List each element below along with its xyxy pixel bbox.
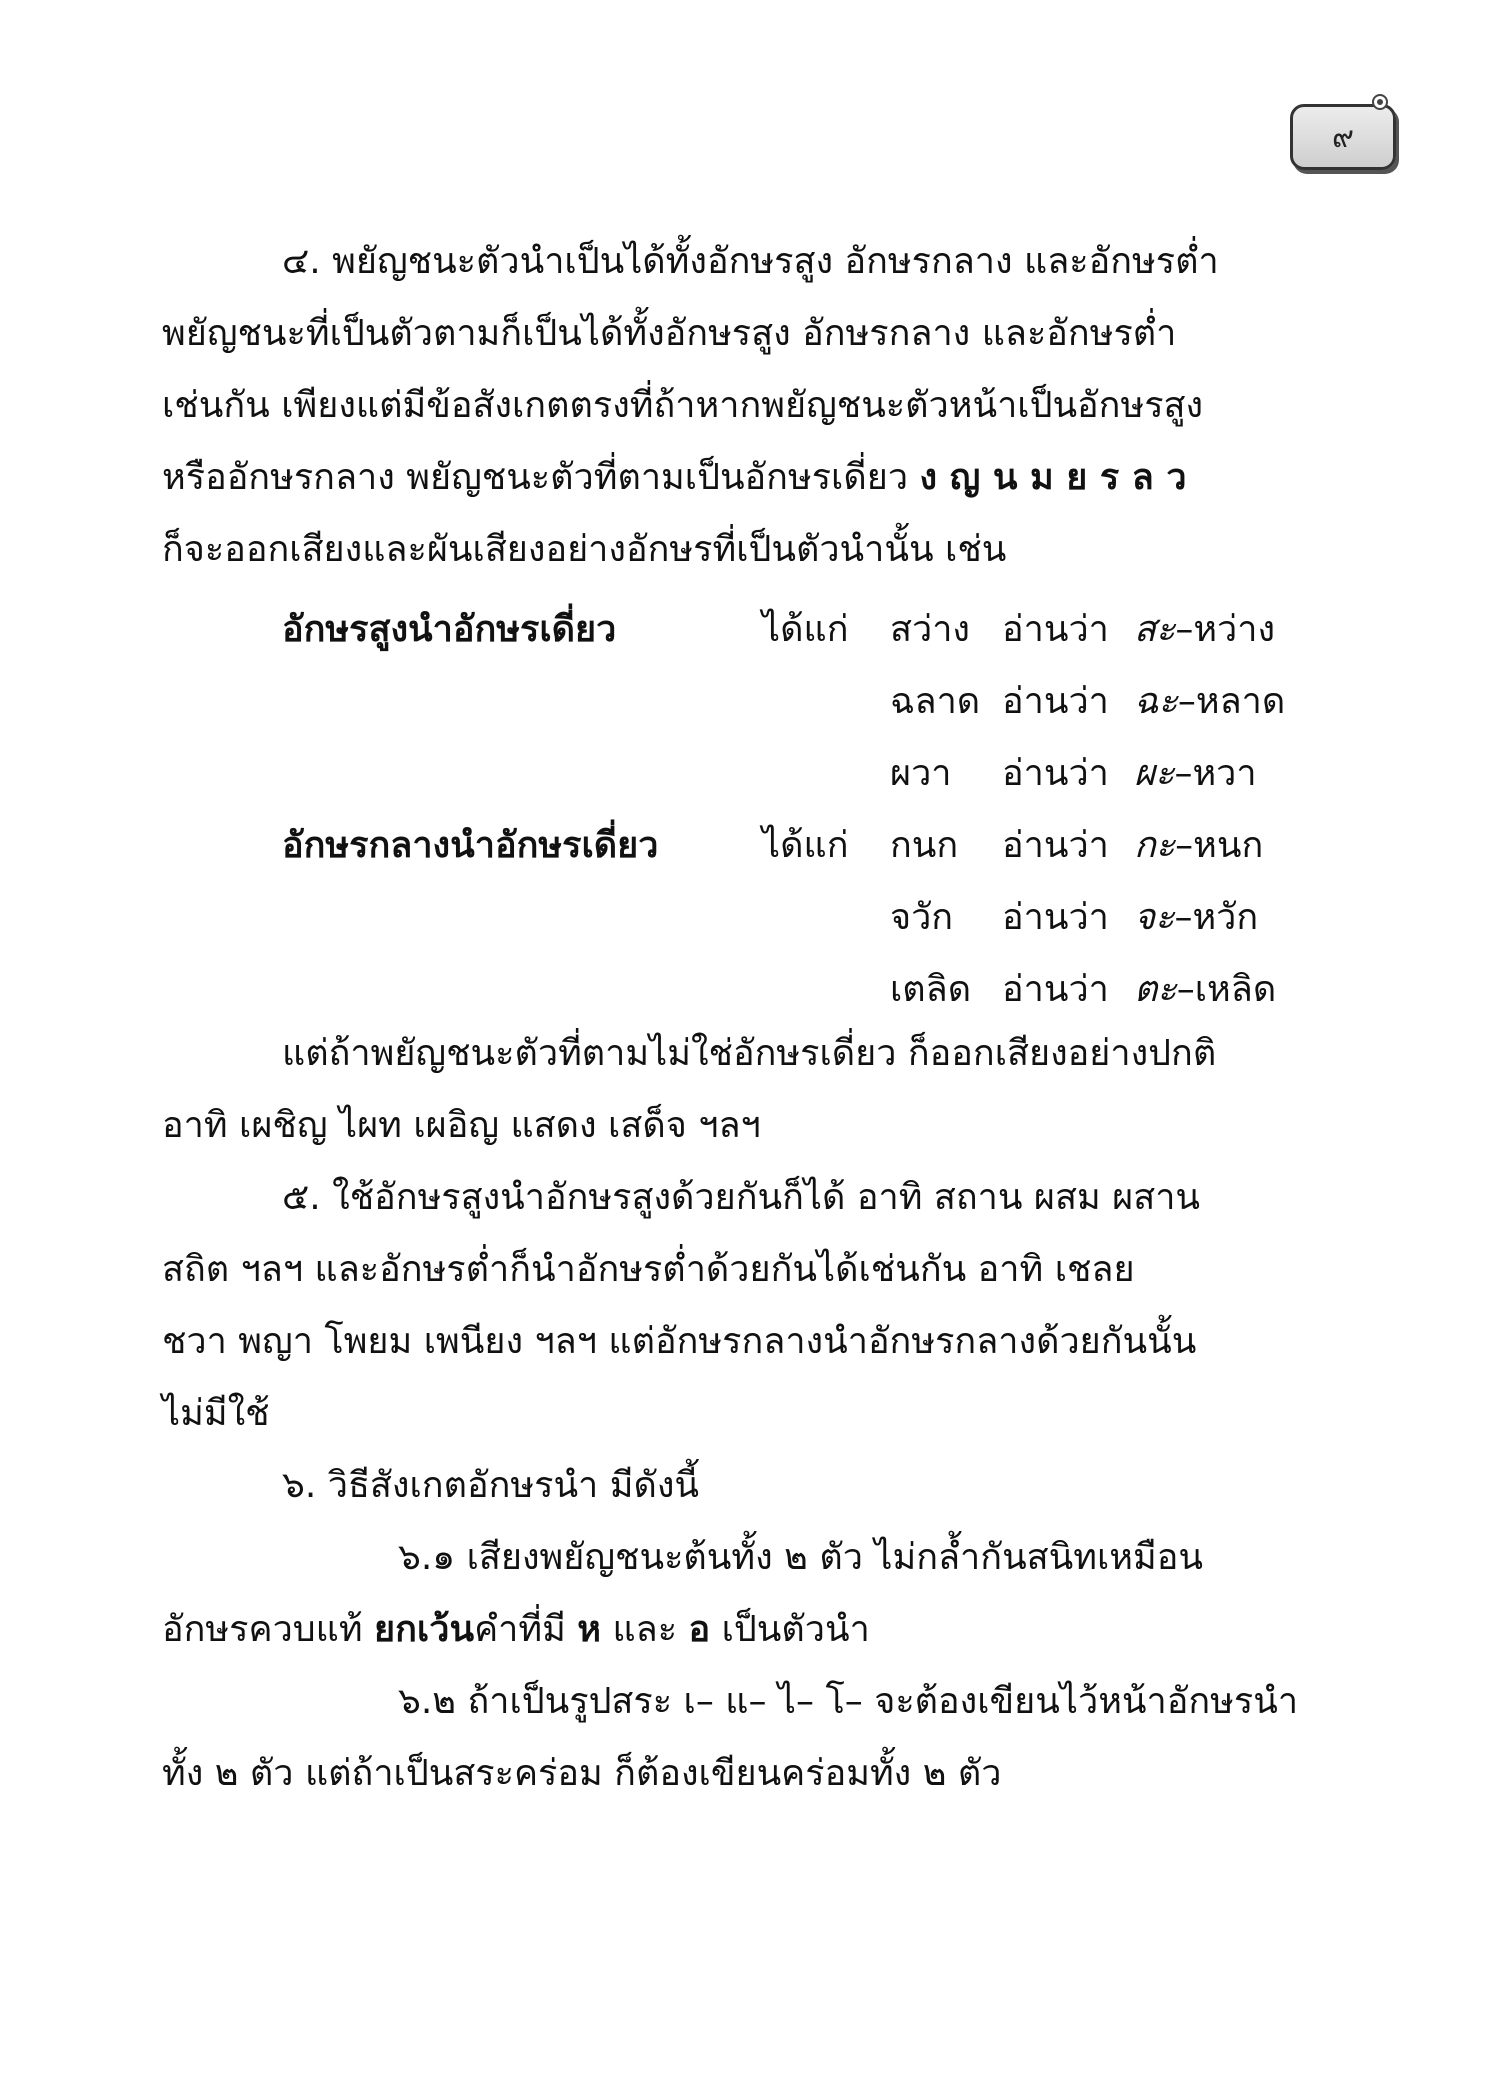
single-letters: ง ญ น ม ย ร ล ว [919, 457, 1187, 498]
para6-heading: ๖. วิธีสังเกตอักษรนำ มีดังนี้ [282, 1465, 700, 1506]
page-number: ๙ [1332, 119, 1354, 155]
para4-line-5: ก็จะออกเสียงและผันเสียงอย่างอักษรที่เป็นตัวนำนั้น เช่น [162, 529, 1007, 570]
example-pronunciation: สะ–หว่าง [1134, 609, 1276, 650]
example-read-as: อ่านว่า [1002, 897, 1109, 938]
example-mid-label: อักษรกลางนำอักษรเดี่ยว [282, 825, 659, 866]
para6-item1-line-1: ๖.๑ เสียงพยัญชนะต้นทั้ง ๒ ตัว ไม่กล้ำกันสนิทเหมือน [398, 1537, 1203, 1578]
example-word: เตลิด [890, 969, 972, 1010]
para6-item2-line-1: ๖.๒ ถ้าเป็นรูปสระ เ– แ– ไ– โ– จะต้องเขียนไว้หน้าอักษรนำ [398, 1681, 1299, 1722]
example-pronunciation: กะ–หนก [1134, 825, 1264, 866]
example-word: กนก [890, 825, 959, 866]
example-pronunciation: ตะ–เหลิด [1134, 969, 1277, 1010]
para4-line-2: พยัญชนะที่เป็นตัวตามก็เป็นได้ทั้งอักษรสูง อักษรกลาง และอักษรต่ำ [162, 313, 1177, 354]
example-word: จวัก [890, 897, 954, 938]
example-word: ฉลาด [890, 681, 981, 722]
example-high-connector: ได้แก่ [762, 609, 849, 650]
example-pronunciation: จะ–หวัก [1134, 897, 1259, 938]
para5-line-1: ๕. ใช้อักษรสูงนำอักษรสูงด้วยกันก็ได้ อาทิ สถาน ผสม ผสาน [282, 1177, 1201, 1218]
example-high-label: อักษรสูงนำอักษรเดี่ยว [282, 609, 617, 650]
para4-line-4-text: หรืออักษรกลาง พยัญชนะตัวที่ตามเป็นอักษรเดี่ยว [162, 457, 909, 498]
example-pronunciation: ผะ–หวา [1134, 753, 1257, 794]
para5-line-2: สถิต ฯลฯ และอักษรต่ำก็นำอักษรต่ำด้วยกันได้เช่นกัน อาทิ เชลย [162, 1249, 1135, 1290]
example-word: สว่าง [890, 609, 970, 650]
exception-line-1: แต่ถ้าพยัญชนะตัวที่ตามไม่ใช่อักษรเดี่ยว ก็ออกเสียงอย่างปกติ [282, 1033, 1217, 1074]
ornament-icon [1372, 94, 1388, 110]
exception-line-2: อาทิ เผชิญ ไผท เผอิญ แสดง เสด็จ ฯลฯ [162, 1105, 761, 1146]
example-read-as: อ่านว่า [1002, 825, 1109, 866]
example-word: ผวา [890, 753, 952, 794]
para5-line-4: ไม่มีใช้ [162, 1393, 270, 1434]
para4-line-1: ๔. พยัญชนะตัวนำเป็นได้ทั้งอักษรสูง อักษรกลาง และอักษรต่ำ [282, 241, 1219, 282]
para5-line-3: ชวา พญา โพยม เพนียง ฯลฯ แต่อักษรกลางนำอักษรกลางด้วยกันนั้น [162, 1321, 1197, 1362]
para4-line-3: เช่นกัน เพียงแต่มีข้อสังเกตตรงที่ถ้าหากพยัญชนะตัวหน้าเป็นอักษรสูง [162, 385, 1204, 426]
page-number-badge [1290, 104, 1396, 170]
para4-line-4 [162, 456, 1187, 500]
example-read-as: อ่านว่า [1002, 969, 1109, 1010]
example-read-as: อ่านว่า [1002, 681, 1109, 722]
para6-item1-line-2: อักษรควบแท้ ยกเว้นคำที่มี ห และ อ เป็นตัวนำ [162, 1609, 870, 1650]
example-read-as: อ่านว่า [1002, 753, 1109, 794]
para6-item2-line-2: ทั้ง ๒ ตัว แต่ถ้าเป็นสระคร่อม ก็ต้องเขียนคร่อมทั้ง ๒ ตัว [162, 1753, 1002, 1794]
example-read-as: อ่านว่า [1002, 609, 1109, 650]
example-mid-connector: ได้แก่ [762, 825, 849, 866]
example-pronunciation: ฉะ–หลาด [1134, 681, 1286, 722]
